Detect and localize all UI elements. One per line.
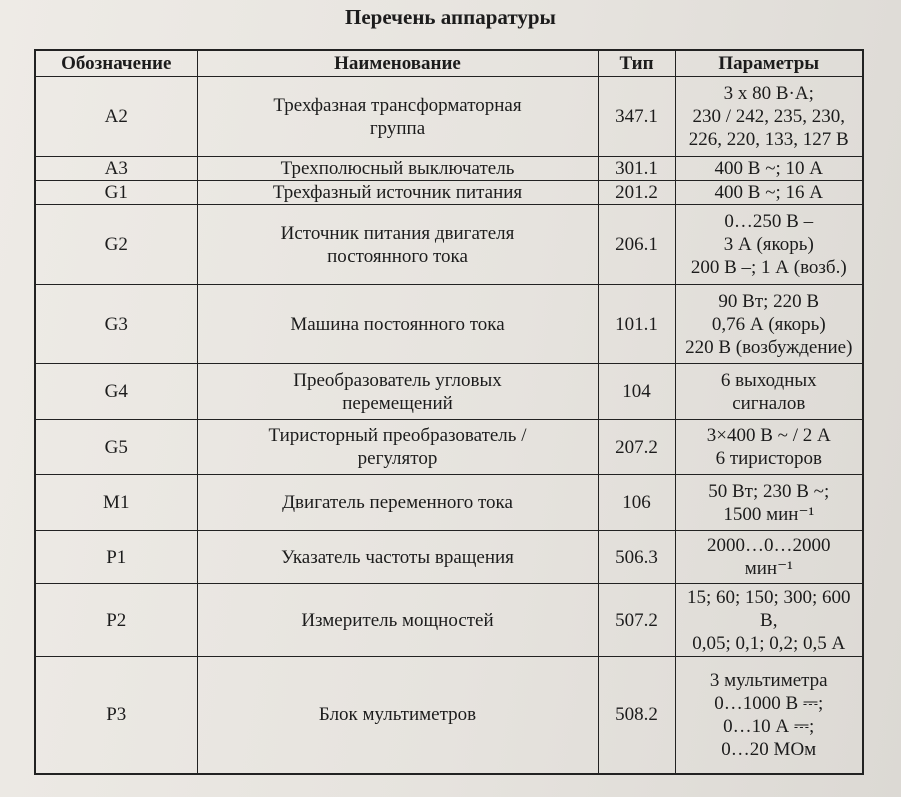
cell-parameters-line: 0…250 В –	[724, 211, 814, 232]
cell-parameters-line: 1500 мин⁻¹	[723, 503, 815, 525]
cell-parameters	[675, 420, 863, 475]
column-header-type: Тип	[598, 50, 675, 77]
cell-parameters	[675, 285, 863, 364]
cell-parameters-line: 0…1000 В ⎓;	[714, 692, 824, 714]
table-row	[35, 475, 863, 531]
table-row	[35, 205, 863, 285]
cell-type: 206.1	[598, 205, 675, 285]
cell-parameters-line: 6 тиристоров	[715, 448, 822, 469]
cell-parameters-line: 3 x 80 В·А;	[723, 83, 814, 104]
cell-type: 201.2	[598, 181, 675, 205]
cell-name	[197, 584, 598, 657]
cell-designation: P3	[35, 657, 197, 774]
cell-name-line: Двигатель переменного тока	[282, 492, 513, 513]
cell-type: 101.1	[598, 285, 675, 364]
cell-name	[197, 205, 598, 285]
cell-parameters	[675, 584, 863, 657]
table-row	[35, 181, 863, 205]
cell-name-line: Преобразователь угловых	[293, 369, 502, 391]
cell-name-line: Трехфазная трансформаторная	[273, 94, 522, 116]
cell-parameters	[675, 157, 863, 181]
cell-parameters-line: 230 / 242, 235, 230,	[692, 106, 846, 127]
cell-designation: P1	[35, 531, 197, 584]
table-row	[35, 157, 863, 181]
cell-name-line: Измеритель мощностей	[301, 609, 494, 631]
cell-designation: M1	[35, 475, 197, 531]
cell-parameters-line: 220 В (возбуждение)	[685, 336, 853, 358]
cell-name-line: регулятор	[357, 448, 438, 469]
cell-designation: P2	[35, 584, 197, 657]
column-header-parameters: Параметры	[675, 50, 863, 77]
cell-name	[197, 531, 598, 584]
table-row	[35, 77, 863, 157]
cell-type: 104	[598, 364, 675, 420]
cell-type: 506.3	[598, 531, 675, 584]
cell-name	[197, 364, 598, 420]
cell-parameters-line: 400 В ~; 16 А	[714, 182, 823, 203]
cell-name-line: Трехфазный источник питания	[272, 182, 523, 203]
cell-type: 301.1	[598, 157, 675, 181]
cell-type: 207.2	[598, 420, 675, 475]
cell-name-line: Тиристорный преобразователь /	[268, 425, 527, 446]
cell-type: 508.2	[598, 657, 675, 774]
cell-parameters-line: 3 мультиметра	[709, 669, 828, 691]
cell-parameters	[675, 364, 863, 420]
cell-designation: G1	[35, 181, 197, 205]
cell-name-line: перемещений	[342, 392, 453, 414]
cell-name	[197, 181, 598, 205]
cell-type: 507.2	[598, 584, 675, 657]
cell-parameters	[675, 205, 863, 285]
cell-name-line: Машина постоянного тока	[290, 313, 505, 335]
cell-designation: A2	[35, 77, 197, 157]
table-row	[35, 584, 863, 657]
cell-parameters	[675, 531, 863, 584]
cell-name	[197, 285, 598, 364]
cell-name	[197, 475, 598, 531]
cell-parameters	[675, 181, 863, 205]
equipment-table	[34, 49, 864, 775]
cell-parameters-line: 226, 220, 133, 127 В	[688, 129, 849, 150]
cell-name	[197, 77, 598, 157]
cell-name-line: Указатель частоты вращения	[281, 546, 514, 568]
cell-parameters-line: 200 В –; 1 А (возб.)	[690, 257, 847, 278]
table-row	[35, 657, 863, 774]
cell-parameters-line: 0…10 А ⎓;	[723, 715, 815, 737]
table-row	[35, 285, 863, 364]
cell-parameters-line: 90 Вт; 220 В	[718, 290, 820, 312]
column-header-designation: Обозначение	[35, 50, 197, 77]
cell-parameters-line: 15; 60; 150; 300; 600	[686, 586, 851, 608]
table-row	[35, 364, 863, 420]
cell-parameters-line: 2000…0…2000	[707, 535, 831, 556]
table-row	[35, 420, 863, 475]
cell-parameters-line: 3×400 В ~ / 2 А	[706, 425, 831, 446]
cell-designation: G3	[35, 285, 197, 364]
cell-name-line: Трехполюсный выключатель	[280, 158, 515, 179]
cell-name-line: Источник питания двигателя	[280, 222, 515, 244]
column-header-name: Наименование	[197, 50, 598, 77]
cell-designation: A3	[35, 157, 197, 181]
cell-name	[197, 657, 598, 774]
cell-parameters	[675, 475, 863, 531]
cell-parameters-line: 400 В ~; 10 А	[714, 158, 823, 179]
cell-parameters-line: В,	[760, 609, 778, 631]
cell-name-line: постоянного тока	[327, 245, 468, 267]
cell-parameters-line: 6 выходных	[720, 369, 817, 391]
cell-designation: G4	[35, 364, 197, 420]
page-title: Перечень аппаратуры	[345, 5, 556, 29]
table-header-row	[35, 50, 863, 77]
cell-name	[197, 157, 598, 181]
cell-parameters-line: 0…20 МОм	[721, 738, 817, 760]
table-row	[35, 531, 863, 584]
cell-type: 106	[598, 475, 675, 531]
cell-name	[197, 420, 598, 475]
cell-name-line: группа	[369, 117, 426, 139]
cell-parameters-line: 0,76 А (якорь)	[711, 313, 826, 335]
cell-type: 347.1	[598, 77, 675, 157]
cell-parameters	[675, 77, 863, 157]
cell-parameters-line: мин⁻¹	[744, 558, 793, 579]
cell-parameters	[675, 657, 863, 774]
cell-designation: G5	[35, 420, 197, 475]
cell-parameters-line: 0,05; 0,1; 0,2; 0,5 А	[692, 632, 846, 654]
cell-designation: G2	[35, 205, 197, 285]
table-body	[35, 77, 863, 774]
cell-parameters-line: 3 А (якорь)	[723, 234, 814, 255]
cell-parameters-line: сигналов	[732, 392, 806, 414]
cell-name-line: Блок мультиметров	[318, 704, 477, 726]
cell-parameters-line: 50 Вт; 230 В ~;	[708, 480, 830, 502]
